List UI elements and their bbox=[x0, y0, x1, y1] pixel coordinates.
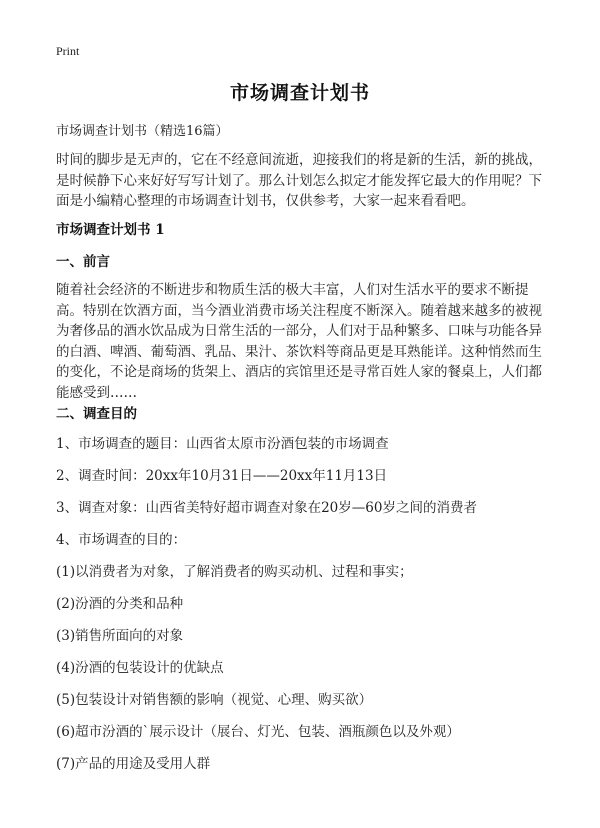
document-subtitle: 市场调查计划书（精选16篇） bbox=[56, 124, 229, 139]
list-item: (3)销售所面向的对象 bbox=[56, 628, 184, 644]
list-item: (4)汾酒的包装设计的优缺点 bbox=[56, 660, 224, 676]
plan-heading: 市场调查计划书 1 bbox=[56, 222, 165, 238]
list-item: (7)产品的用途及受用人群 bbox=[56, 756, 211, 772]
print-link[interactable]: Print bbox=[56, 44, 80, 58]
section-heading-preface: 一、前言 bbox=[56, 254, 110, 270]
list-item: (6)超市汾酒的`展示设计（展台、灯光、包装、酒瓶颜色以及外观） bbox=[56, 724, 460, 740]
list-item: 4、市场调查的目的： bbox=[56, 532, 187, 548]
list-item: (1)以消费者为对象，了解消费者的购买动机、过程和事实； bbox=[56, 564, 413, 580]
list-item: 3、调查对象：山西省美特好超市调查对象在20岁—60岁之间的消费者 bbox=[56, 500, 477, 516]
list-item: (5)包装设计对销售额的影响（视觉、心理、购买欲） bbox=[56, 692, 373, 708]
preface-paragraph: 随着社会经济的不断进步和物质生活的极大丰富，人们对生活水平的要求不断提高。特别在饮酒方面，当今酒业消费市场关注程度不断深入。随着越来越多的被视为奢侈品的酒水饮品成为日常生活的一部分，人们对于品种繁多、口味与功能各异的白酒、啤酒、葡萄酒、乳品、果汁、茶饮料等商品更是耳熟能详。这种悄然而生的变化，不论是商场的货架上、酒店的宾馆里还是寻常百姓人家的餐桌上，人们都能感受到…… bbox=[56, 282, 542, 401]
section-heading-purpose: 二、调查目的 bbox=[56, 406, 137, 422]
document-title: 市场调查计划书 bbox=[229, 82, 370, 104]
list-item: 1、市场调查的题目：山西省太原市汾酒包装的市场调查 bbox=[56, 436, 389, 452]
list-item: (2)汾酒的分类和品种 bbox=[56, 596, 184, 612]
intro-paragraph: 时间的脚步是无声的，它在不经意间流逝，迎接我们的将是新的生活，新的挑战，是时候静下心来好好写写计划了。那么计划怎么拟定才能发挥它最大的作用呢？下面是小编精心整理的市场调查计划书，仅供参考，大家一起来看看吧。 bbox=[56, 152, 542, 209]
list-item: 2、调查时间：20xx年10月31日——20xx年11月13日 bbox=[56, 468, 388, 484]
